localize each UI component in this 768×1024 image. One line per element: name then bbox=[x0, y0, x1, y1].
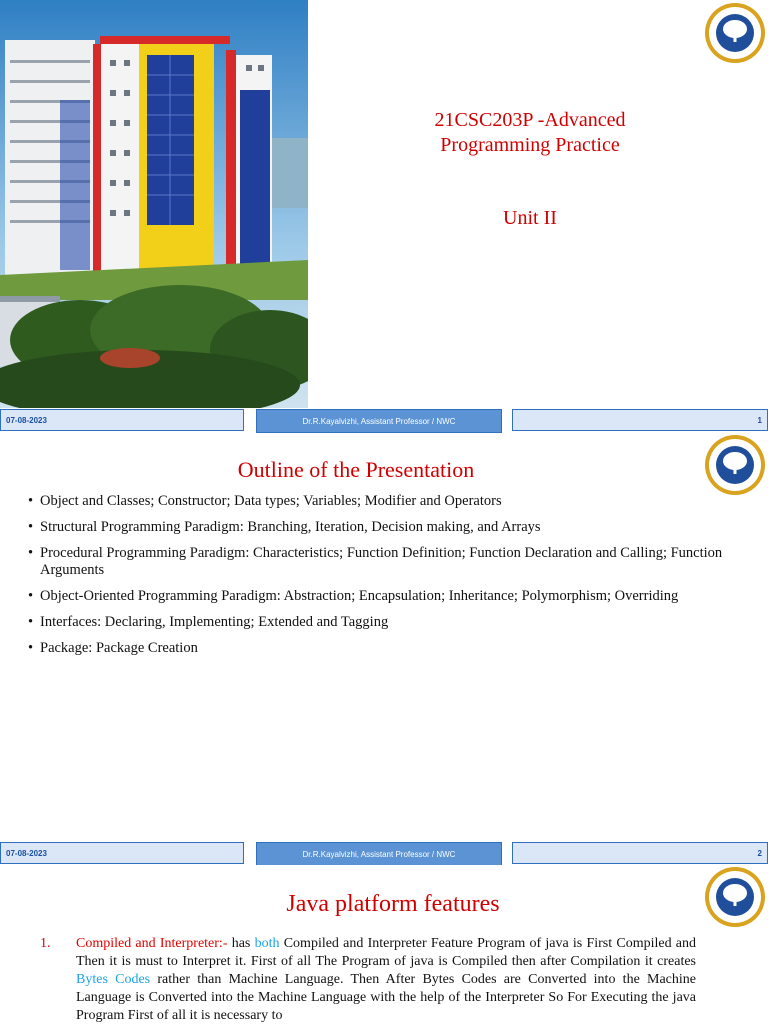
course-title-line-1: 21CSC203P -Advanced bbox=[434, 109, 626, 131]
footer-page-number: 1 bbox=[512, 409, 768, 431]
list-item: • Procedural Programming Paradigm: Characteristics; Function Definition; Function Declaration and Calling; Function Arguments bbox=[28, 545, 738, 579]
list-item: • Interfaces: Declaring, Implementing; Extended and Tagging bbox=[28, 614, 738, 631]
feature-term: Compiled and Interpreter:- bbox=[76, 936, 228, 951]
institute-seal-logo bbox=[704, 434, 766, 496]
item-number: 1. bbox=[40, 936, 51, 951]
footer-date: 07-08-2023 bbox=[0, 842, 244, 864]
highlight-bytes-codes: Bytes Codes bbox=[76, 972, 151, 987]
highlight-both: both bbox=[254, 936, 280, 951]
campus-building-photo bbox=[0, 0, 308, 408]
course-title-line-2: Programming Practice bbox=[440, 134, 620, 156]
feature-paragraph: 1. Compiled and Interpreter:- has both Compiled and Interpreter Feature Program of java is First Compiled and Then it is must to Interpret it. First of all The Program of java is Compiled then after Compilation it creates Bytes Codes rather than Machine Language. Then After Bytes Codes are Converted into the Machine Language is Converted into the Machine Language with the help of the Interpreter So For Executing the java Program First of all it is necessary to bbox=[40, 936, 697, 1023]
institute-seal-logo bbox=[704, 2, 766, 64]
slide-heading: Outline of the Presentation bbox=[237, 457, 475, 482]
slide-heading: Java platform features bbox=[286, 891, 500, 917]
footer-date: 07-08-2023 bbox=[0, 409, 244, 431]
list-item: • Structural Programming Paradigm: Branching, Iteration, Decision making, and Arrays bbox=[28, 519, 738, 536]
footer-author: Dr.R.Kayalvizhi, Assistant Professor / NWC bbox=[256, 409, 502, 433]
outline-list bbox=[28, 493, 738, 666]
slide-3 bbox=[0, 865, 768, 1024]
list-item: • Object and Classes; Constructor; Data types; Variables; Modifier and Operators bbox=[28, 493, 738, 510]
footer-author: Dr.R.Kayalvizhi, Assistant Professor / NWC bbox=[256, 842, 502, 865]
list-item: • Package: Package Creation bbox=[28, 640, 738, 657]
list-item: • Object-Oriented Programming Paradigm: Abstraction; Encapsulation; Inheritance; Polymorphism; Overriding bbox=[28, 588, 738, 605]
slide-footer bbox=[0, 409, 768, 433]
unit-subtitle: Unit II bbox=[503, 207, 557, 229]
footer-page-number: 2 bbox=[512, 842, 768, 864]
slide-1 bbox=[0, 0, 768, 433]
slide-2 bbox=[0, 433, 768, 865]
slide-footer bbox=[0, 842, 768, 865]
